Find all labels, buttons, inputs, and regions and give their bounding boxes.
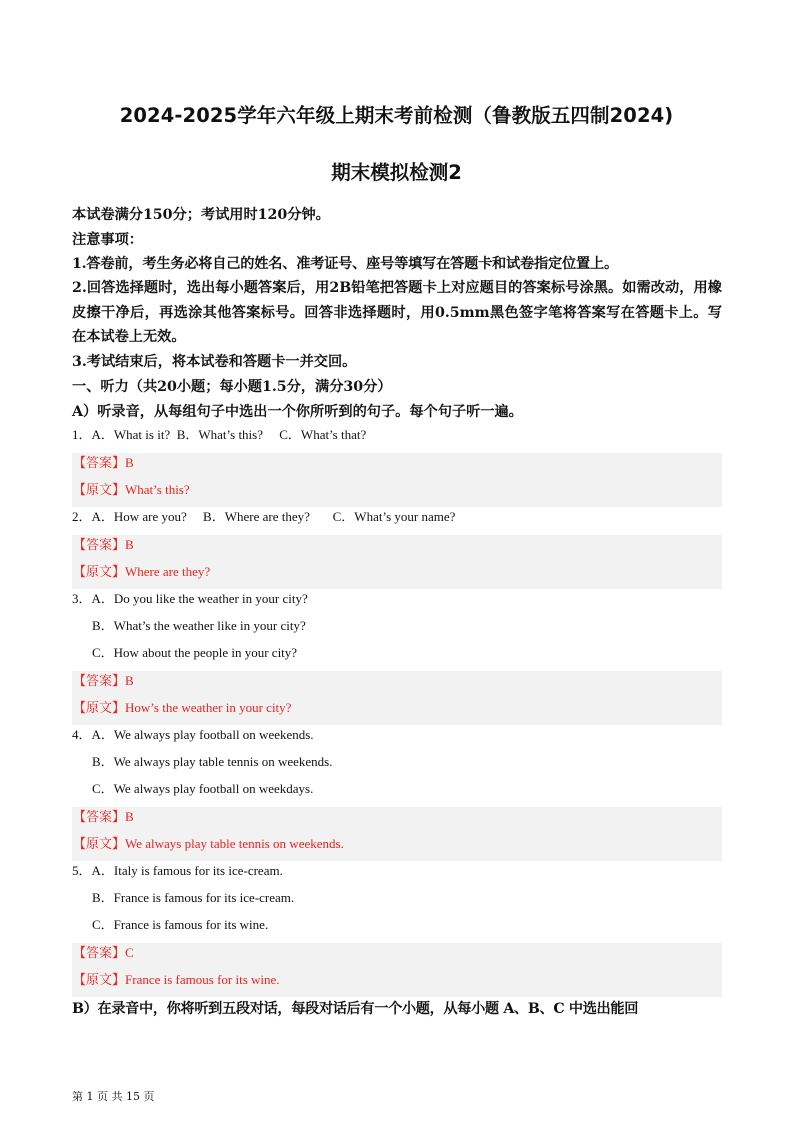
notice-heading: 注意事项： (72, 232, 143, 248)
part-a-instruction: A）听录音，从每组句子中选出一个你所听到的句子。每个句子听一遍。 (72, 404, 523, 420)
question-4-option-c: C．We always play football on weekdays. (92, 781, 314, 796)
section-heading: 一、听力（共20小题；每小题1.5分，满分30分） (72, 379, 392, 395)
page-number: 第 1 页 共 15 页 (72, 1090, 155, 1103)
script-text: What’s this? (125, 482, 190, 497)
answer-tag: 【答案】 (73, 945, 126, 960)
notice-item-3: 3.考试结束后，将本试卷和答题卡一并交回。 (72, 354, 357, 370)
question-2-options: 2．A．How are you? B．Where are they? C．What’s your name? (72, 509, 456, 524)
notice-item-1: 1.答卷前，考生务必将自己的姓名、准考证号、座号等填写在答题卡和试卷指定位置上。 (72, 256, 618, 272)
answer-value: B (125, 673, 134, 688)
answer-3 (73, 671, 134, 691)
answer-value: B (125, 455, 134, 470)
answer-value: B (125, 809, 134, 824)
question-4-option-a: 4．A．We always play football on weekends. (72, 727, 314, 742)
script-5 (73, 970, 280, 990)
question-3-option-c: C．How about the people in your city? (92, 645, 298, 660)
answer-value: B (125, 537, 134, 552)
script-1 (73, 480, 190, 500)
script-text: Where are they? (125, 564, 211, 579)
script-text: We always play table tennis on weekends. (125, 836, 344, 851)
script-3 (73, 698, 291, 718)
question-1-options: 1．A．What is it? B．What’s this? C．What’s that? (72, 427, 367, 442)
question-5-option-b: B．France is famous for its ice-cream. (92, 890, 295, 905)
script-text: France is famous for its wine. (125, 972, 280, 987)
script-text: How’s the weather in your city? (125, 700, 292, 715)
answer-tag: 【答案】 (73, 455, 126, 470)
question-5-option-a: 5．A．Italy is famous for its ice-cream. (72, 863, 283, 878)
script-tag: 【原文】 (73, 564, 126, 579)
score-line: 本试卷满分150分；考试用时120分钟。 (72, 207, 330, 223)
question-4-option-b: B．We always play table tennis on weekends. (92, 754, 333, 769)
answer-1 (73, 453, 134, 473)
script-tag: 【原文】 (73, 482, 126, 497)
exam-title: 2024-2025学年六年级上期末考前检测（鲁教版五四制2024) (119, 104, 674, 127)
exam-subtitle: 期末模拟检测2 (331, 161, 462, 184)
script-4 (73, 834, 344, 854)
answer-tag: 【答案】 (73, 537, 126, 552)
answer-4 (73, 807, 134, 827)
question-3-option-a: 3．A．Do you like the weather in your city? (72, 591, 308, 606)
script-2 (73, 562, 210, 582)
answer-5 (73, 943, 134, 963)
script-tag: 【原文】 (73, 836, 126, 851)
notice-item-2: 2.回答选择题时，选出每小题答案后，用2B铅笔把答题卡上对应题目的答案标号涂黑。如需改动，用橡皮擦干净后，再选涂其他答案标号。回答非选择题时，用0.5mm黑色签字笔将答案写在答题卡上。写在本试卷上无效。 (72, 280, 722, 345)
answer-2 (73, 535, 134, 555)
question-5-option-c: C．France is famous for its wine. (92, 917, 269, 932)
script-tag: 【原文】 (73, 972, 126, 987)
question-3-option-b: B．What’s the weather like in your city? (92, 618, 306, 633)
part-b-instruction: B）在录音中，你将听到五段对话，每段对话后有一个小题，从每小题 A、B、C 中选出能回 (72, 1001, 639, 1017)
answer-value: C (125, 945, 134, 960)
script-tag: 【原文】 (73, 700, 126, 715)
answer-tag: 【答案】 (73, 809, 126, 824)
answer-tag: 【答案】 (73, 673, 126, 688)
